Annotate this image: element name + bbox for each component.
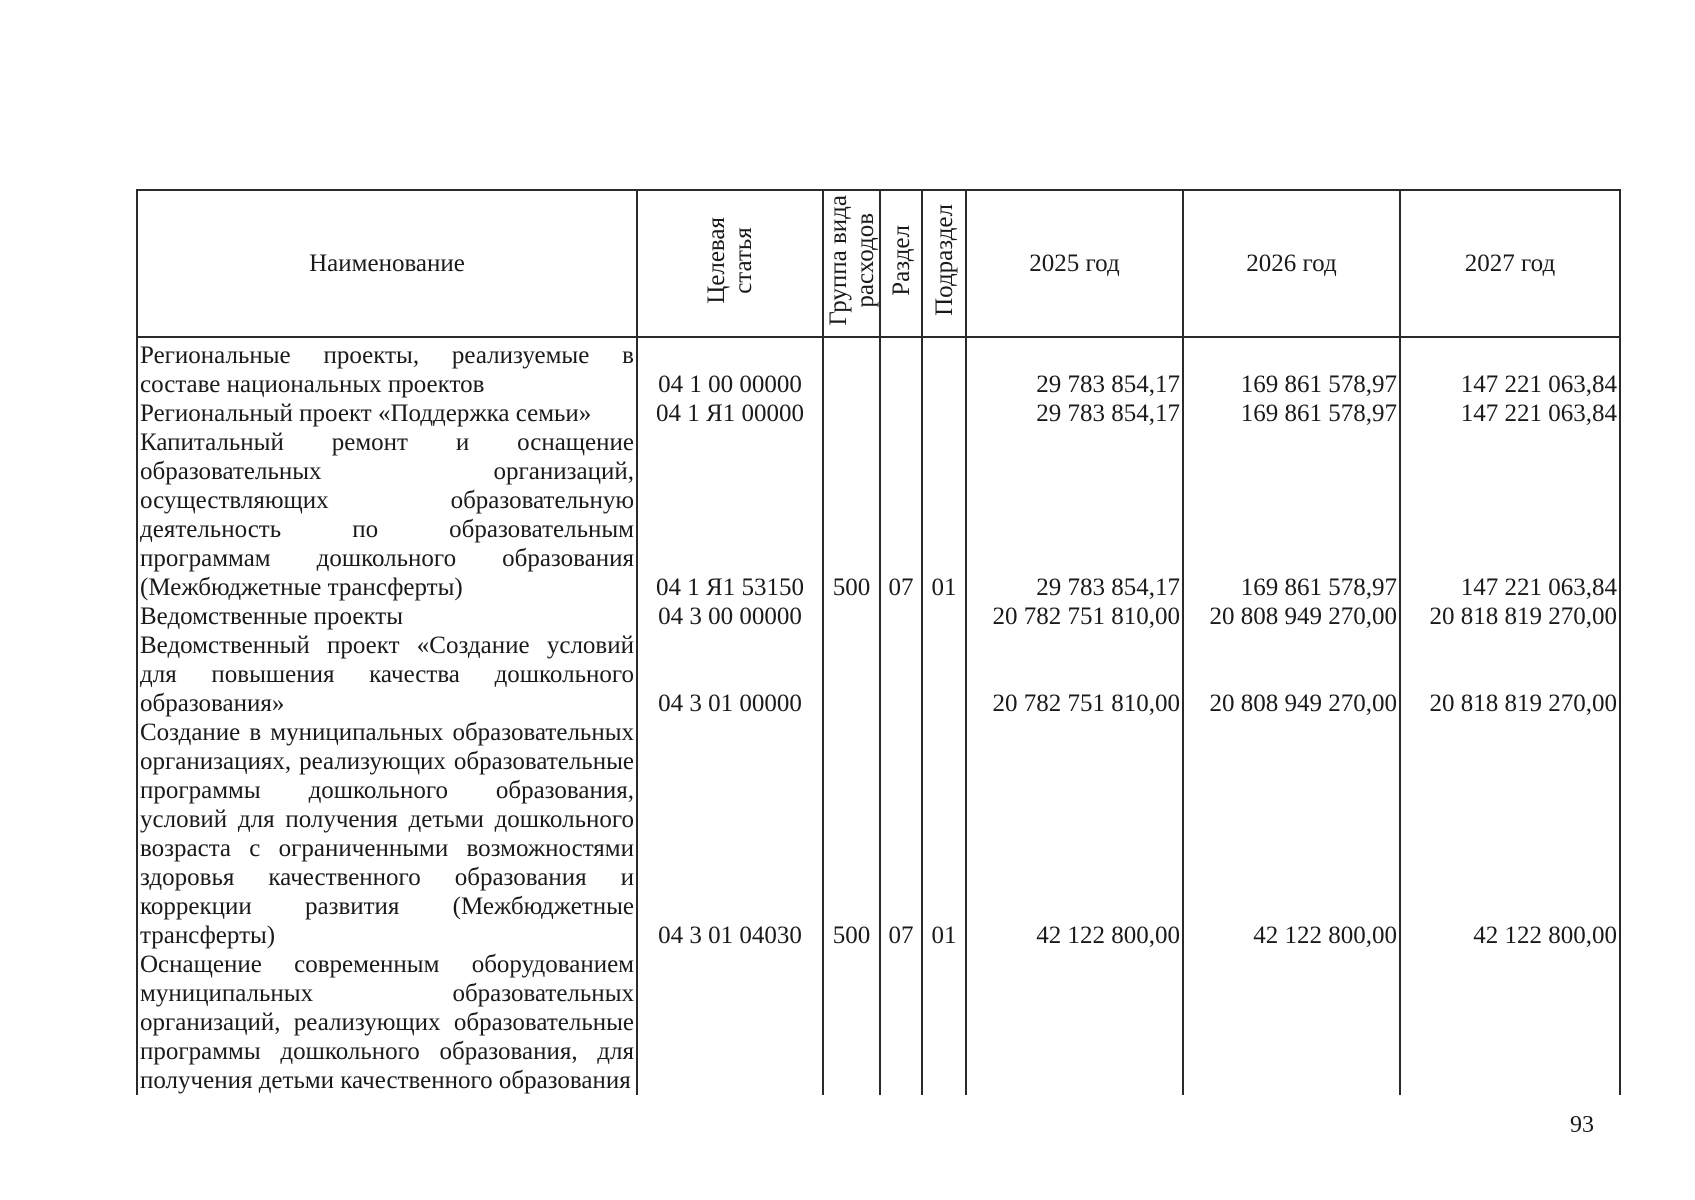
table-header	[137, 190, 1620, 337]
budget-table	[136, 189, 1621, 1095]
cell-target-article: 04 3 00 00000	[637, 602, 823, 631]
cell-section	[880, 399, 922, 428]
cell-2025: 29 783 854,17	[966, 399, 1183, 428]
cell-name: Капитальный ремонт и оснащение образовательных организаций, осуществляющих образовательную деятельность по образовательным программам дошкольного образования (Межбюджетные трансферты)	[137, 428, 637, 602]
header-2026: 2026 год	[1183, 190, 1400, 337]
cell-2027: 42 122 800,00	[1400, 718, 1620, 950]
cell-section: 07	[880, 428, 922, 602]
cell-section: 07	[880, 718, 922, 950]
cell-section	[880, 950, 922, 1095]
header-2025: 2025 год	[966, 190, 1183, 337]
header-expense-group: Группа вида расходов	[823, 190, 880, 337]
cell-subsection	[922, 399, 966, 428]
cell-expense-group	[823, 631, 880, 718]
cell-2027: 147 221 063,84	[1400, 399, 1620, 428]
cell-target-article: 04 1 Я1 00000	[637, 399, 823, 428]
cell-2027: 20 818 819 270,00	[1400, 631, 1620, 718]
header-2027: 2027 год	[1400, 190, 1620, 337]
cell-2025	[966, 950, 1183, 1095]
cell-subsection	[922, 602, 966, 631]
cell-section	[880, 631, 922, 718]
cell-expense-group: 500	[823, 428, 880, 602]
cell-2026: 20 808 949 270,00	[1183, 602, 1400, 631]
table-row	[137, 631, 1620, 718]
cell-subsection	[922, 337, 966, 399]
cell-2026	[1183, 950, 1400, 1095]
cell-name: Оснащение современным оборудованием муниципальных образовательных организаций, реализующих образовательные программы дошкольного образования, для получения детьми качественного образования	[137, 950, 637, 1095]
cell-expense-group: 500	[823, 718, 880, 950]
table-row	[137, 428, 1620, 602]
table-row	[137, 399, 1620, 428]
cell-2026: 169 861 578,97	[1183, 428, 1400, 602]
cell-2026: 20 808 949 270,00	[1183, 631, 1400, 718]
cell-name: Региональный проект «Поддержка семьи»	[137, 399, 637, 428]
cell-2027: 147 221 063,84	[1400, 337, 1620, 399]
cell-2025: 20 782 751 810,00	[966, 602, 1183, 631]
cell-2025: 42 122 800,00	[966, 718, 1183, 950]
cell-subsection	[922, 631, 966, 718]
cell-2027: 147 221 063,84	[1400, 428, 1620, 602]
cell-2027: 20 818 819 270,00	[1400, 602, 1620, 631]
cell-expense-group	[823, 602, 880, 631]
cell-target-article: 04 1 00 00000	[637, 337, 823, 399]
cell-name: Ведомственный проект «Создание условий для повышения качества дошкольного образования»	[137, 631, 637, 718]
table-row	[137, 602, 1620, 631]
cell-subsection: 01	[922, 428, 966, 602]
cell-2025: 29 783 854,17	[966, 428, 1183, 602]
cell-name: Ведомственные проекты	[137, 602, 637, 631]
table-row	[137, 337, 1620, 399]
header-subsection: Подраздел	[922, 190, 966, 337]
cell-target-article	[637, 950, 823, 1095]
cell-2026: 169 861 578,97	[1183, 337, 1400, 399]
cell-expense-group	[823, 399, 880, 428]
cell-section	[880, 337, 922, 399]
cell-name: Создание в муниципальных образовательных организациях, реализующих образовательные программы дошкольного образования, условий для получения детьми дошкольного возраста с ограниченными возможностями здоровья качественного образования и коррекции развития (Межбюджетные трансферты)	[137, 718, 637, 950]
header-section: Раздел	[880, 190, 922, 337]
header-target-article: Целевая статья	[637, 190, 823, 337]
cell-section	[880, 602, 922, 631]
page-number: 93	[1570, 1112, 1594, 1138]
cell-2026: 169 861 578,97	[1183, 399, 1400, 428]
cell-2025: 29 783 854,17	[966, 337, 1183, 399]
cell-target-article: 04 3 01 04030	[637, 718, 823, 950]
cell-subsection: 01	[922, 718, 966, 950]
table-row	[137, 950, 1620, 1095]
table-row	[137, 718, 1620, 950]
cell-2025: 20 782 751 810,00	[966, 631, 1183, 718]
cell-target-article: 04 3 01 00000	[637, 631, 823, 718]
cell-target-article: 04 1 Я1 53150	[637, 428, 823, 602]
header-name: Наименование	[137, 190, 637, 337]
cell-2027	[1400, 950, 1620, 1095]
cell-expense-group	[823, 337, 880, 399]
cell-subsection	[922, 950, 966, 1095]
cell-expense-group	[823, 950, 880, 1095]
cell-name: Региональные проекты, реализуемые в составе национальных проектов	[137, 337, 637, 399]
cell-2026: 42 122 800,00	[1183, 718, 1400, 950]
